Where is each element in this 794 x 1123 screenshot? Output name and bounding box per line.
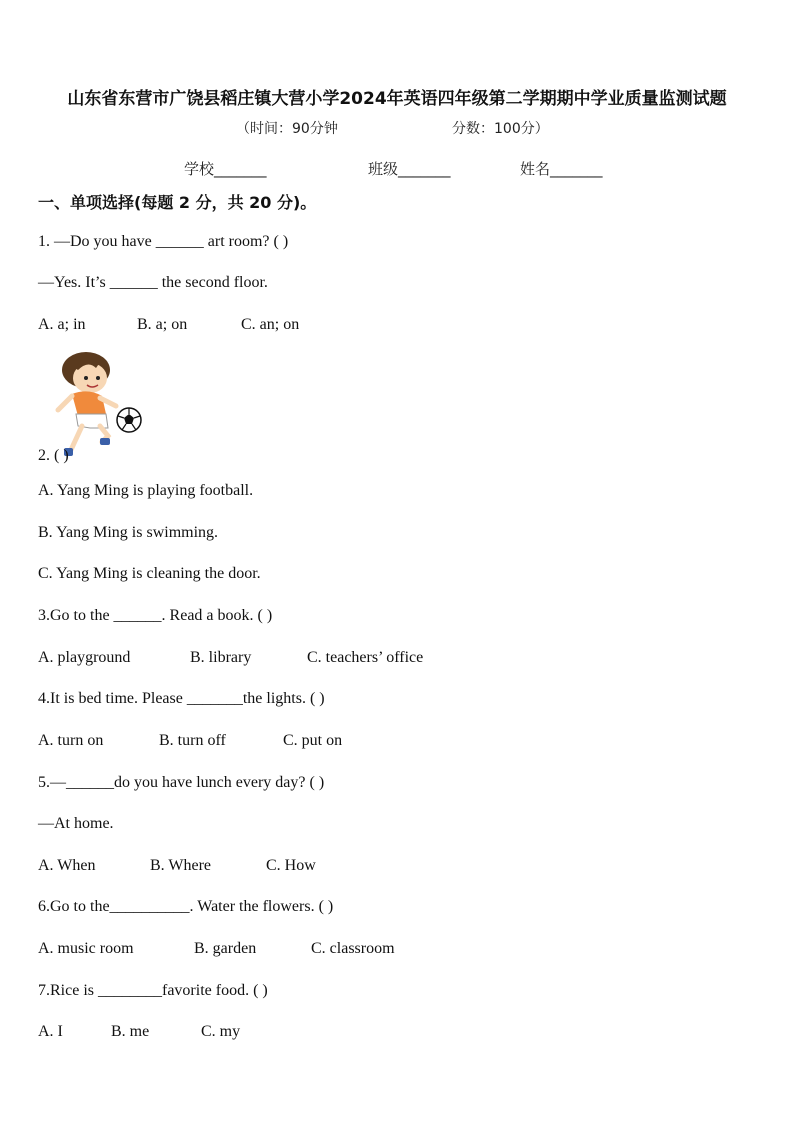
q4-option-b: B. turn off <box>159 732 226 749</box>
q6-option-c: C. classroom <box>311 940 395 957</box>
boy-playing-football-illustration <box>50 348 150 463</box>
q6-stem: 6.Go to the__________. Water the flowers. ( ) <box>38 898 334 915</box>
q5-answer-line: —At home. <box>38 815 114 832</box>
q1-option-a: A. a; in <box>38 316 86 333</box>
q6-options <box>38 940 395 958</box>
q7-options <box>38 1023 240 1041</box>
exam-time: （时间：90分钟 <box>236 121 338 137</box>
q3-option-a: A. playground <box>38 649 131 666</box>
q2-option-a: A. Yang Ming is playing football. <box>38 482 254 499</box>
class-field: 班级_______ <box>368 160 451 178</box>
q2-option-c: C. Yang Ming is cleaning the door. <box>38 565 261 582</box>
name-field: 姓名_______ <box>520 160 603 178</box>
q5-options <box>38 857 316 875</box>
q4-stem: 4.It is bed time. Please _______the lights. ( ) <box>38 690 325 707</box>
q1-line1: 1. —Do you have ______ art room? ( ) <box>38 233 289 250</box>
q7-option-a: A. I <box>38 1023 63 1040</box>
exam-title: 山东省东营市广饶县稻庄镇大营小学2024年英语四年级第二学期期中学业质量监测试题 <box>67 89 727 109</box>
q1-options <box>38 316 299 334</box>
q3-stem: 3.Go to the ______. Read a book. ( ) <box>38 607 273 624</box>
q4-option-a: A. turn on <box>38 732 104 749</box>
q1-option-b: B. a; on <box>137 316 188 333</box>
school-field: 学校_______ <box>184 160 267 178</box>
q5-stem: 5.—______do you have lunch every day? ( ) <box>38 774 325 791</box>
q2-stem: 2. ( ) <box>38 447 69 464</box>
q4-option-c: C. put on <box>283 732 343 749</box>
section-heading: 一、单项选择(每题 2 分，共 20 分)。 <box>38 193 317 212</box>
q6-option-b: B. garden <box>194 940 257 957</box>
q3-options <box>38 649 423 667</box>
q1-line2: —Yes. It’s ______ the second floor. <box>38 274 268 291</box>
q7-stem: 7.Rice is ________favorite food. ( ) <box>38 982 268 999</box>
q5-option-b: B. Where <box>150 857 212 874</box>
q2-option-b: B. Yang Ming is swimming. <box>38 524 219 541</box>
q7-option-c: C. my <box>201 1023 241 1040</box>
q5-option-c: C. How <box>266 857 316 874</box>
q1-option-c: C. an; on <box>241 316 300 333</box>
q6-option-a: A. music room <box>38 940 134 957</box>
q4-options <box>38 732 342 750</box>
exam-score: 分数：100分） <box>452 121 549 137</box>
q3-option-c: C. teachers’ office <box>307 649 424 666</box>
q5-option-a: A. When <box>38 857 96 874</box>
q3-option-b: B. library <box>190 649 252 666</box>
q7-option-b: B. me <box>111 1023 150 1040</box>
